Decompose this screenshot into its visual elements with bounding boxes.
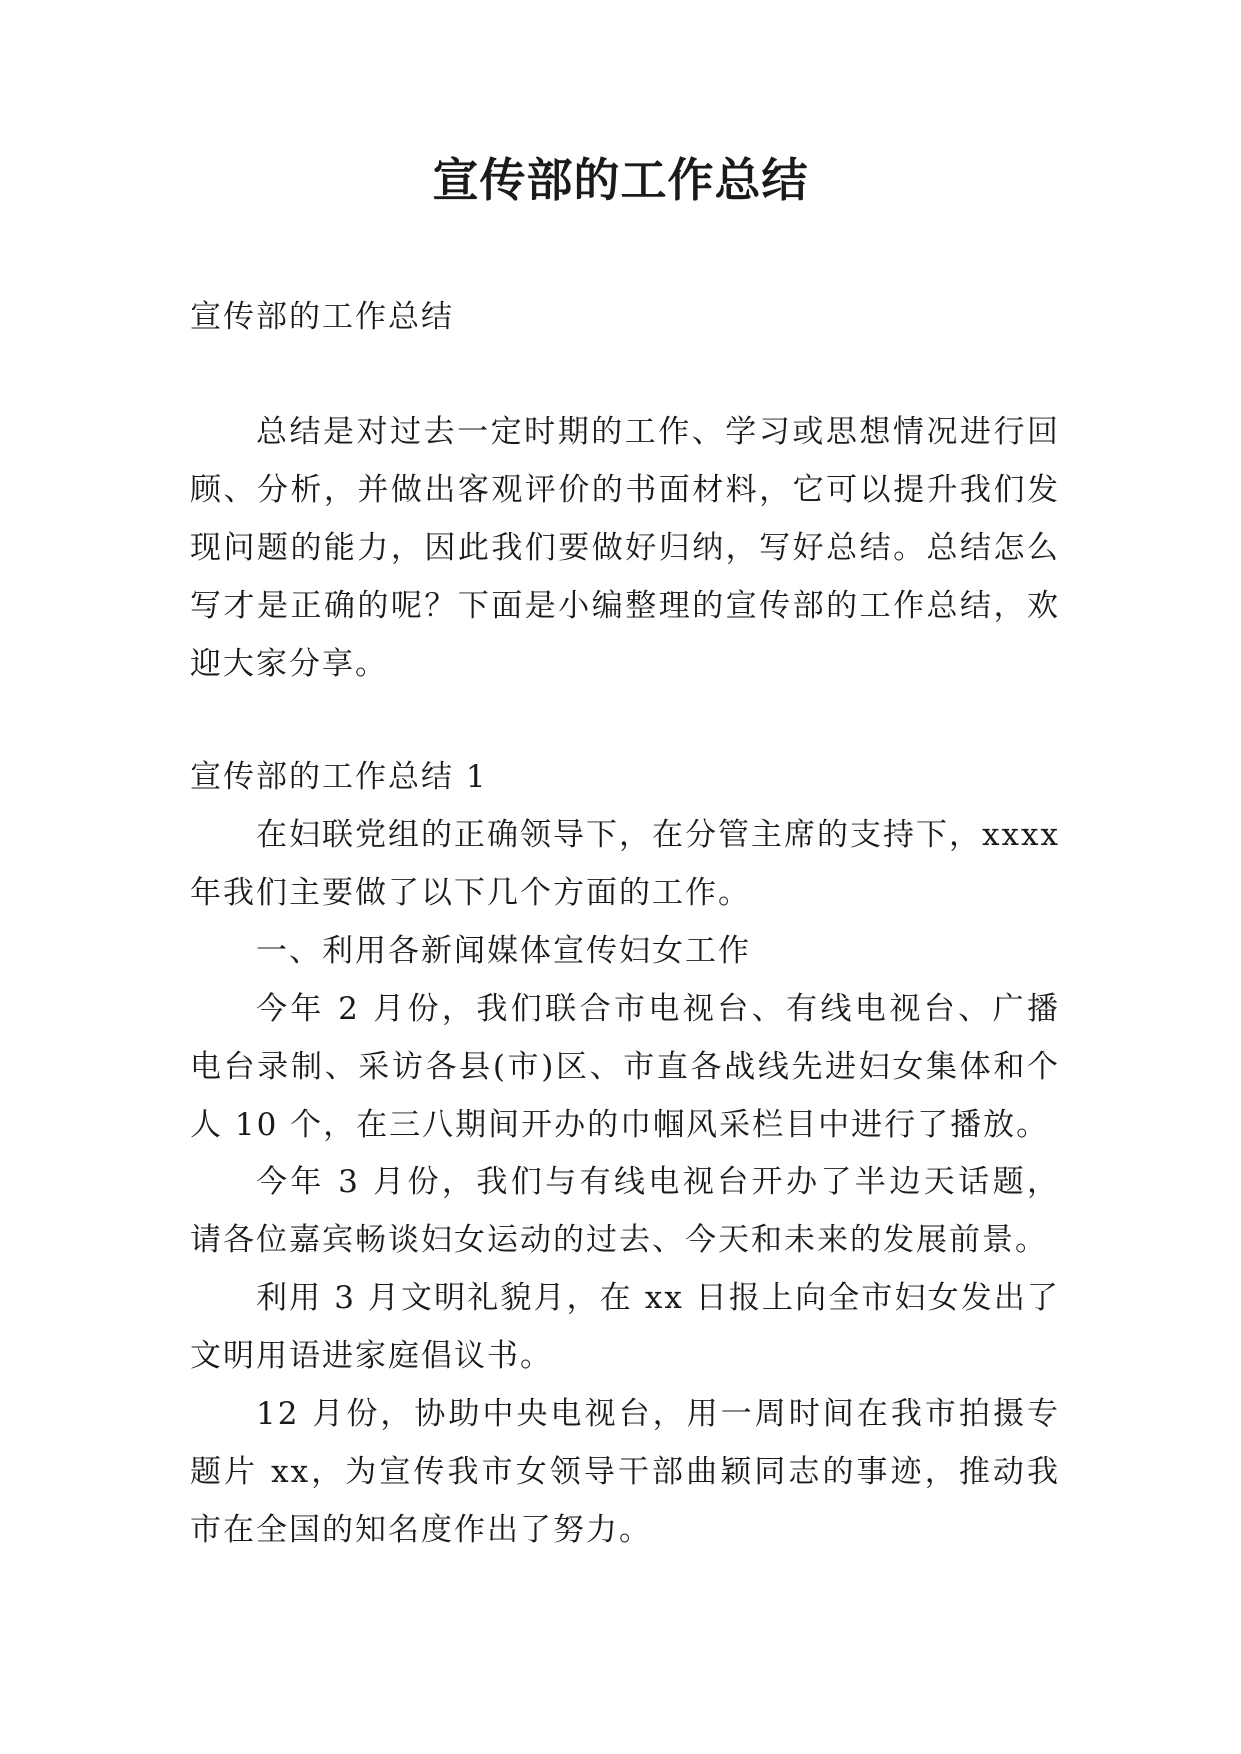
- subheading-media: 一、利用各新闻媒体宣传妇女工作: [256, 933, 751, 969]
- document-title: 宣传部的工作总结: [432, 153, 809, 207]
- intro-paragraph: 总结是对过去一定时期的工作、学习或思想情况进行回顾、分析，并做出客观评价的书面材料，它可以提升我们发现问题的能力，因此我们要做好归纳，写好总结。总结怎么写才是正确的呢？下面是小编整理的宣传部的工作总结，欢迎大家分享。: [190, 414, 1060, 682]
- paragraph-1: 在妇联党组的正确领导下，在分管主席的支持下，xxxx 年我们主要做了以下几个方面的工作。: [190, 817, 1060, 911]
- paragraph-6: 12 月份，协助中央电视台，用一周时间在我市拍摄专题片 xx，为宣传我市女领导干部曲颖同志的事迹，推动我市在全国的知名度作出了努力。: [190, 1396, 1060, 1548]
- paragraph-3: 今年 2 月份，我们联合市电视台、有线电视台、广播电台录制、采访各县(市)区、市直各战线先进妇女集体和个人 10 个，在三八期间开办的巾帼风采栏目中进行了播放。: [190, 991, 1060, 1143]
- paragraph-4: 今年 3 月份，我们与有线电视台开办了半边天话题，请各位嘉宾畅谈妇女运动的过去、今天和未来的发展前景。: [190, 1164, 1060, 1258]
- section-heading: 宣传部的工作总结 1: [190, 759, 488, 795]
- document-subtitle: 宣传部的工作总结: [190, 299, 454, 335]
- paragraph-5: 利用 3 月文明礼貌月，在 xx 日报上向全市妇女发出了文明用语进家庭倡议书。: [190, 1280, 1060, 1374]
